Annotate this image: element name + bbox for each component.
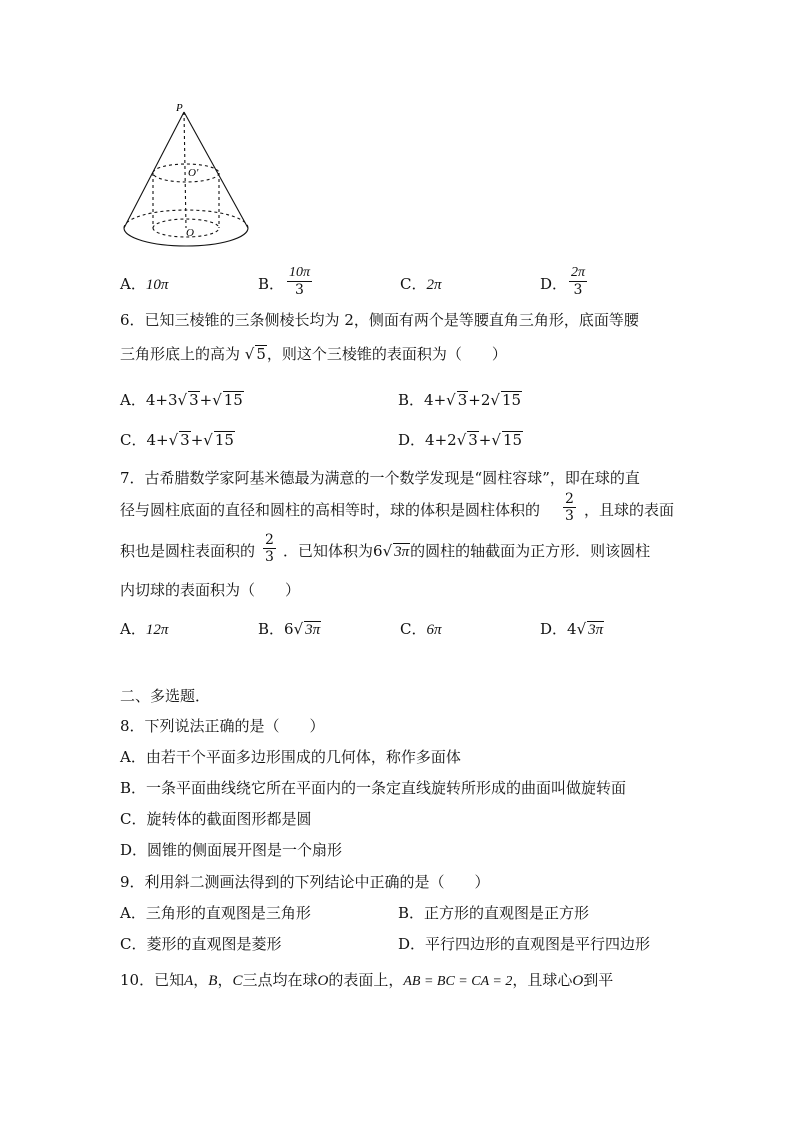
q9-option-a[interactable]: A．三角形的直观图是三角形	[120, 904, 311, 922]
q9-option-d[interactable]: D．平行四边形的直观图是平行四边形	[398, 935, 651, 953]
q7-option-d[interactable]: D．4√ 3π	[540, 620, 604, 638]
q8-option-b[interactable]: B．一条平面曲线绕它所在平面内的一条定直线旋转所形成的曲面叫做旋转面	[120, 779, 627, 797]
label-bottom-center: O	[186, 227, 194, 239]
q7-stem-line1: 7．古希腊数学家阿基米德最为满意的一个数学发现是“圆柱容球”，即在球的直	[120, 469, 640, 487]
q7-stem-line3: ．已知体积为6√ 3π的圆柱的轴截面为正方形．则该圆柱	[283, 542, 651, 560]
label-apex: P	[176, 102, 183, 114]
section-heading: 二、多选题．	[120, 687, 211, 705]
q6-option-d[interactable]: D．4+2√ 3+√ 15	[398, 431, 523, 449]
q7-option-a[interactable]: A．12π	[120, 620, 169, 638]
q10-stem-line1: 10．已知A，B，C三点均在球O的表面上，AB = BC = CA = 2，且球心O到平	[120, 971, 614, 989]
q7-stem-line2b: ，且球的表面	[584, 501, 675, 519]
q5-option-c[interactable]: C．2π	[400, 275, 442, 293]
q5-option-b-fraction: $\frac{10\pi}{3}$	[289, 265, 311, 298]
q7-stem-line2a: 径与圆柱底面的直径和圆柱的高相等时，球的体积是圆柱体积的	[120, 501, 541, 519]
q7-stem-line4: 内切球的表面积为（ ）	[120, 581, 301, 599]
q7-option-b[interactable]: B．6√ 3π	[258, 620, 321, 638]
q6-option-b[interactable]: B．4+√ 3+2√ 15	[398, 391, 522, 409]
cone-base-back	[124, 210, 248, 228]
q5-option-d-label[interactable]: D．	[540, 275, 568, 293]
q5-option-a[interactable]: A．10π	[120, 275, 169, 293]
q7-fraction-1: $\frac{2}{3}$	[565, 491, 574, 524]
q9-option-c[interactable]: C．菱形的直观图是菱形	[120, 935, 282, 953]
q8-option-c[interactable]: C．旋转体的截面图形都是圆	[120, 810, 312, 828]
q8-option-a[interactable]: A．由若干个平面多边形围成的几何体，称作多面体	[120, 748, 461, 766]
q7-fraction-2: $\frac{2}{3}$	[265, 532, 274, 565]
q9-stem: 9．利用斜二测画法得到的下列结论中正确的是（ ）	[120, 873, 490, 891]
q7-option-c[interactable]: C．6π	[400, 620, 442, 638]
q9-option-b[interactable]: B．正方形的直观图是正方形	[398, 904, 590, 922]
axis-line	[184, 112, 186, 228]
label-top-center: O'	[188, 167, 199, 179]
q5-option-d-fraction: $\frac{2\pi}{3}$	[571, 265, 586, 298]
q6-stem-line2: 三角形底上的高为 √ 5，则这个三棱锥的表面积为（ ）	[120, 345, 507, 363]
q6-stem-line1: 6．已知三棱锥的三条侧棱长均为 2，侧面有两个是等腰直角三角形，底面等腰	[120, 311, 639, 329]
cone-cylinder-figure	[118, 100, 258, 250]
q7-stem-line3a: 积也是圆柱表面积的	[120, 542, 256, 560]
q6-option-a[interactable]: A．4+3√ 3+√ 15	[120, 391, 243, 409]
cylinder-top	[153, 164, 219, 182]
q5-option-b-label[interactable]: B．	[258, 275, 285, 293]
q8-option-d[interactable]: D．圆锥的侧面展开图是一个扇形	[120, 841, 343, 859]
q8-stem: 8．下列说法正确的是（ ）	[120, 717, 325, 735]
q6-option-c[interactable]: C．4+√ 3+√ 15	[120, 431, 234, 449]
